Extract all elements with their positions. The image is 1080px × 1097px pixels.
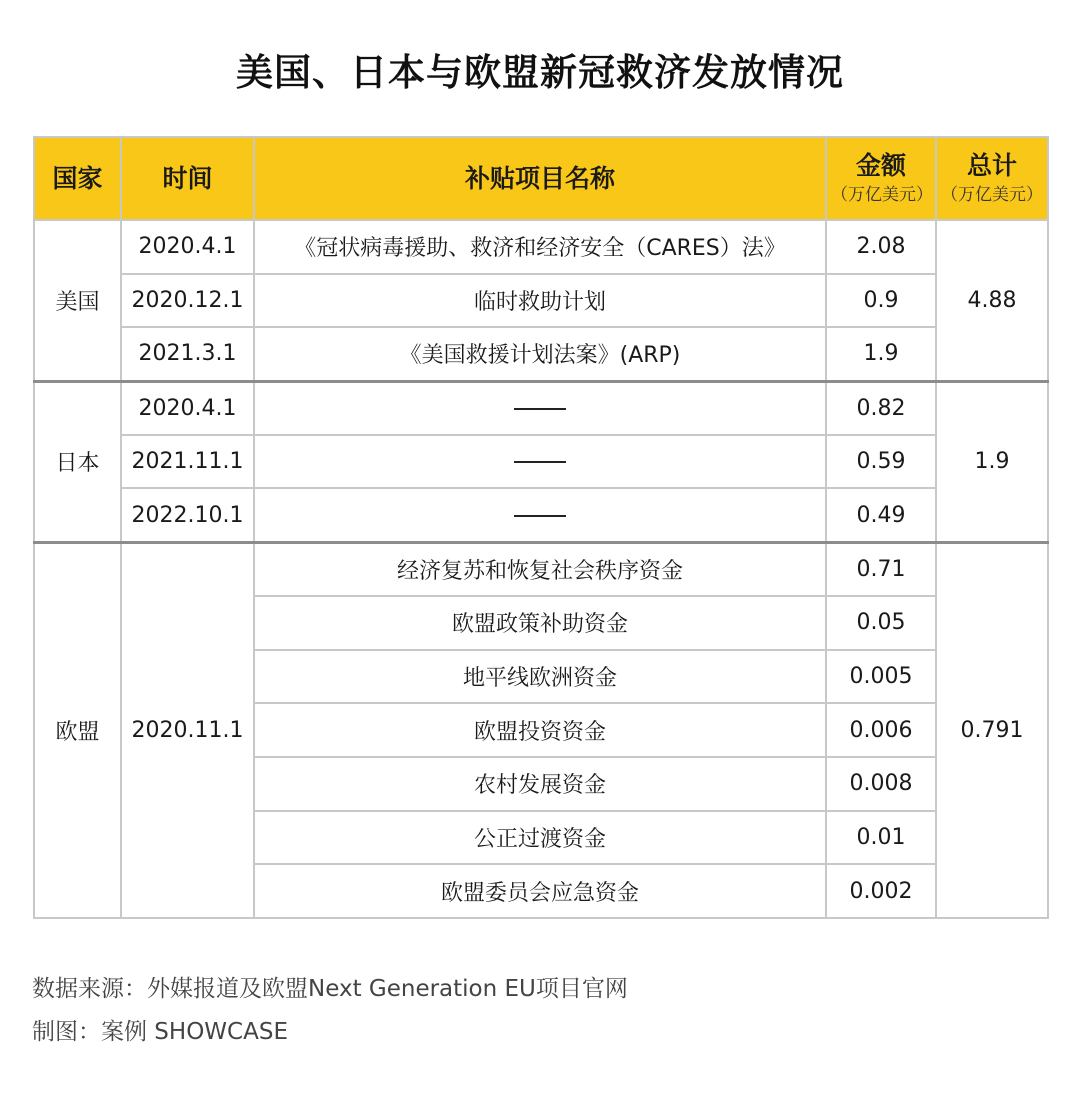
header-amount (826, 137, 936, 220)
table-row (34, 274, 1048, 328)
header-project: 补贴项目名称 (254, 137, 826, 220)
header-row (34, 137, 1048, 220)
amount-cell: 0.05 (826, 596, 936, 650)
dash-placeholder (514, 461, 566, 463)
header-date: 时间 (121, 137, 254, 220)
date-cell: 2020.4.1 (121, 220, 254, 274)
date-cell: 2022.10.1 (121, 488, 254, 542)
dash-placeholder (514, 515, 566, 517)
project-cell: 临时救助计划 (254, 274, 826, 328)
project-cell: 经济复苏和恢复社会秩序资金 (254, 542, 826, 596)
header-country: 国家 (34, 137, 121, 220)
country-cell: 日本 (34, 381, 121, 542)
project-cell: 欧盟委员会应急资金 (254, 864, 826, 918)
total-cell: 1.9 (936, 381, 1048, 542)
total-cell: 4.88 (936, 220, 1048, 381)
project-cell: 欧盟投资资金 (254, 703, 826, 757)
header-amount-label: 金额 (855, 151, 906, 181)
table-row (34, 220, 1048, 274)
table-row (34, 542, 1048, 596)
project-cell (254, 435, 826, 489)
country-cell: 欧盟 (34, 542, 121, 918)
amount-cell: 0.002 (826, 864, 936, 918)
header-total-unit: （万亿美元） (941, 185, 1043, 206)
project-cell: 农村发展资金 (254, 757, 826, 811)
project-cell: 欧盟政策补助资金 (254, 596, 826, 650)
project-cell (254, 488, 826, 542)
date-cell: 2020.4.1 (121, 381, 254, 435)
date-cell: 2020.11.1 (121, 542, 254, 918)
amount-cell: 0.01 (826, 811, 936, 865)
relief-table (33, 136, 1049, 919)
amount-cell: 2.08 (826, 220, 936, 274)
date-cell: 2021.11.1 (121, 435, 254, 489)
table-row (34, 327, 1048, 381)
date-cell: 2021.3.1 (121, 327, 254, 381)
amount-cell: 0.005 (826, 650, 936, 704)
dash-placeholder (514, 408, 566, 410)
table-row (34, 488, 1048, 542)
date-cell: 2020.12.1 (121, 274, 254, 328)
table-row (34, 381, 1048, 435)
amount-cell: 0.59 (826, 435, 936, 489)
amount-cell: 0.006 (826, 703, 936, 757)
country-cell: 美国 (34, 220, 121, 381)
project-cell: 地平线欧洲资金 (254, 650, 826, 704)
amount-cell: 0.9 (826, 274, 936, 328)
header-total (936, 137, 1048, 220)
project-cell: 《美国救援计划法案》(ARP) (254, 327, 826, 381)
data-source-note: 数据来源：外媒报道及欧盟Next Generation EU项目官网 (32, 976, 628, 1002)
project-cell (254, 381, 826, 435)
amount-cell: 0.49 (826, 488, 936, 542)
header-total-label: 总计 (966, 151, 1017, 181)
amount-cell: 0.82 (826, 381, 936, 435)
header-amount-unit: （万亿美元） (831, 185, 933, 206)
page-title: 美国、日本与欧盟新冠救济发放情况 (236, 51, 844, 94)
project-cell: 公正过渡资金 (254, 811, 826, 865)
amount-cell: 1.9 (826, 327, 936, 381)
credit-note: 制图：案例 SHOWCASE (32, 1019, 288, 1045)
amount-cell: 0.008 (826, 757, 936, 811)
project-cell: 《冠状病毒援助、救济和经济安全（CARES）法》 (254, 220, 826, 274)
table-row (34, 435, 1048, 489)
total-cell: 0.791 (936, 542, 1048, 918)
amount-cell: 0.71 (826, 542, 936, 596)
